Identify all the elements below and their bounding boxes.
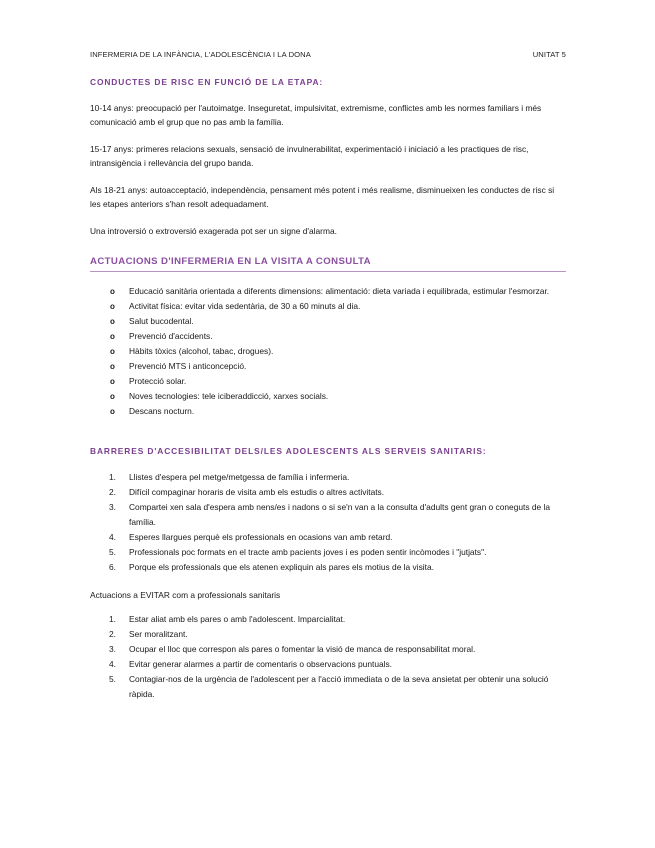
list-item-text: Evitar generar alarmes a partir de comentaris o observacions puntuals. (129, 659, 393, 669)
list-item-text: Estar aliat amb els pares o amb l'adolescent. Imparcialitat. (129, 614, 346, 624)
section-nursing-actions (90, 256, 566, 272)
list-marker: o (110, 407, 115, 416)
list-marker: 3. (109, 502, 116, 512)
section-barriers (90, 446, 570, 456)
avoid-actions-title: Actuacions a EVITAR com a professionals sanitaris (90, 590, 281, 600)
list-item-text: Educació sanitària orientada a diferents dimensions: alimentació: dieta variada i equilibrada, estimular l'esmorzar. (129, 286, 550, 296)
list-marker: 1. (109, 614, 116, 624)
list-marker: 1. (109, 472, 116, 482)
list-item (90, 672, 556, 702)
list-item (90, 627, 556, 642)
barriers-list (90, 470, 556, 575)
list-item-text: Esperes llargues perquè els professionals en ocasions van amb retard. (129, 532, 393, 542)
list-marker: 6. (109, 562, 116, 572)
list-item-text: Contagiar-nos de la urgència de l'adolescent per a l'acció immediata o de la seva ansietat per obtenir una solució ràpida. (129, 674, 549, 699)
list-item-text: Hàbits tòxics (alcohol, tabac, drogues). (129, 346, 274, 356)
list-item-text: Ser moralitzant. (129, 629, 188, 639)
list-marker: 3. (109, 644, 116, 654)
list-marker: 2. (109, 487, 116, 497)
list-marker: 5. (109, 547, 116, 557)
paragraph-18-21: Als 18-21 anys: autoacceptació, independència, pensament més potent i més realisme, disminueixen les conductes de risc si les etapes anteriors s'han resolt adequadament. (90, 185, 555, 209)
list-item (90, 470, 556, 485)
list-item (90, 344, 550, 359)
list-item (90, 389, 550, 404)
list-item (90, 560, 556, 575)
list-marker: o (110, 317, 115, 326)
list-item (90, 329, 550, 344)
paragraph-10-14: 10-14 anys: preocupació per l'autoimatge. Inseguretat, impulsivitat, extremisme, conflictes amb les normes familiars i més comunicació amb el grup que no pas amb la família. (90, 103, 542, 127)
paragraph-15-17: 15-17 anys: primeres relacions sexuals, sensació de invulnerabilitat, experimentació i iniciació a les practiques de risc, intransigència i rellevància del grupo banda. (90, 144, 529, 168)
list-marker: 4. (109, 532, 116, 542)
list-item-text: Porque els professionals que els atenen expliquin als pares els motius de la visita. (129, 562, 434, 572)
list-marker: o (110, 377, 115, 386)
list-item-text: Difícil compaginar horaris de visita amb els estudis o altres activitats. (129, 487, 385, 497)
list-item-text: Salut bucodental. (129, 316, 194, 326)
section-title: BARRERES D'ACCESIBILITAT DELS/LES ADOLESCENTS ALS SERVEIS SANITARIS: (90, 446, 487, 456)
list-item-text: Llistes d'espera pel metge/metgessa de família i infermeria. (129, 472, 350, 482)
paragraph-alarm: Una introversió o extroversió exagerada pot ser un signe d'alarma. (90, 226, 337, 236)
list-item (90, 657, 556, 672)
list-item (90, 485, 556, 500)
list-item (90, 314, 550, 329)
list-item-text: Protecció solar. (129, 376, 187, 386)
list-marker: o (110, 392, 115, 401)
list-marker: o (110, 287, 115, 296)
section-title: CONDUCTES DE RISC EN FUNCIÓ DE LA ETAPA: (90, 77, 324, 87)
page-header (90, 50, 566, 59)
list-item-text: Compartei xen sala d'espera amb nens/es i nadons o si se'n van a la consulta d'adults gent gran o coneguts de la família. (129, 502, 551, 527)
section-risk-behaviours (90, 77, 570, 87)
list-marker: o (110, 347, 115, 356)
list-item-text: Prevenció MTS i anticoncepció. (129, 361, 247, 371)
list-marker: 2. (109, 629, 116, 639)
list-marker: o (110, 302, 115, 311)
avoid-actions-list (90, 612, 556, 702)
list-item-text: Prevenció d'accidents. (129, 331, 213, 341)
list-item (90, 299, 550, 314)
list-marker: 4. (109, 659, 116, 669)
list-item (90, 284, 550, 299)
list-item (90, 500, 556, 530)
list-marker: o (110, 362, 115, 371)
list-item (90, 374, 550, 389)
header-title: INFERMERIA DE LA INFÀNCIA, L'ADOLESCÈNCIA I LA DONA (90, 50, 311, 59)
list-item-text: Professionals poc formats en el tracte amb pacients joves i es poden sentir incòmodes i "jutjats". (129, 547, 487, 557)
section-title: ACTUACIONS D'INFERMERIA EN LA VISITA A CONSULTA (90, 256, 566, 272)
list-item (90, 404, 550, 419)
list-item (90, 359, 550, 374)
list-item (90, 612, 556, 627)
list-item (90, 545, 556, 560)
header-unit: UNITAT 5 (532, 50, 566, 59)
list-item (90, 530, 556, 545)
list-item (90, 642, 556, 657)
list-item-text: Noves tecnologies: tele iciberaddicció, xarxes socials. (129, 391, 329, 401)
list-marker: o (110, 332, 115, 341)
nursing-actions-list (90, 284, 550, 419)
list-item-text: Descans nocturn. (129, 406, 195, 416)
list-item-text: Ocupar el lloc que correspon als pares o fomentar la visió de manca de responsabilitat moral. (129, 644, 476, 654)
list-marker: 5. (109, 674, 116, 684)
list-item-text: Activitat física: evitar vida sedentària, de 30 a 60 minuts al dia. (129, 301, 361, 311)
